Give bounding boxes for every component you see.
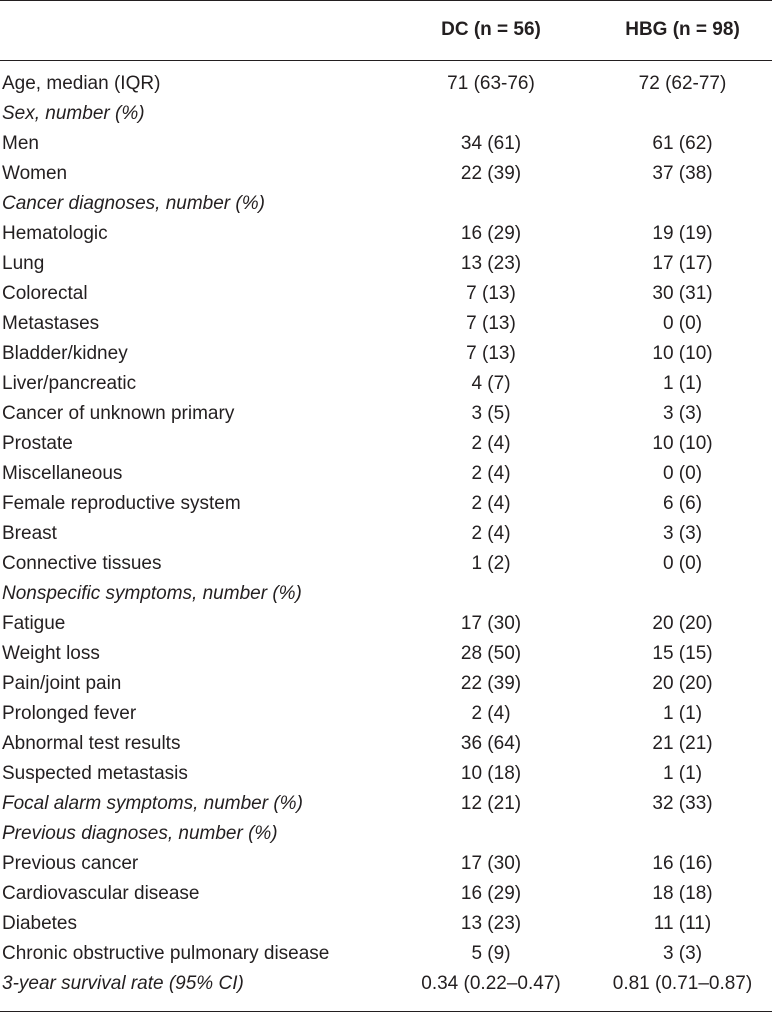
cell-hbg: 3 (3) [662,403,703,424]
cell-dc: 0.34 (0.22–0.47) [421,973,561,994]
cell-hbg: 21 (21) [652,733,713,754]
cell-hbg: 20 (20) [652,673,713,694]
cell-hbg: 3 (3) [662,943,703,964]
cell-dc: 5 (9) [471,943,511,964]
row-label [2,609,65,639]
cell-dc: 7 (13) [466,283,516,304]
cell-hbg: 18 (18) [652,883,713,904]
cell-dc: 22 (39) [460,163,522,184]
cell-dc: 36 (64) [460,733,522,754]
row-label [2,249,44,279]
row-label [2,369,136,399]
table-row [0,789,772,819]
table-row [0,279,772,309]
cell-hbg: 10 (10) [652,343,713,364]
table-row [0,669,772,699]
table-row [0,459,772,489]
row-label [2,639,100,669]
row-label-text: Chronic obstructive pulmonary disease [2,943,330,964]
row-label [2,189,265,219]
cell-dc: 2 (4) [471,523,511,544]
table-row [0,429,772,459]
table-row [0,129,772,159]
header-dc: DC (n = 56) [441,19,541,40]
cell-hbg: 30 (31) [652,283,713,304]
row-label [2,579,302,609]
cell-dc: 2 (4) [471,703,511,724]
table-row [0,519,772,549]
row-label [2,849,138,879]
row-label [2,459,122,489]
table-row [0,399,772,429]
row-label-text: Nonspecific symptoms, number (%) [2,583,302,604]
cell-dc: 71 (63-76) [447,73,535,94]
row-label-text: Prostate [2,433,73,454]
table-row [0,909,772,939]
table-row [0,939,772,969]
cell-hbg: 1 (1) [662,703,703,724]
row-label-suffix: , number (%) [155,193,265,214]
cell-hbg: 61 (62) [652,133,713,154]
cell-dc: 12 (21) [460,793,522,814]
row-label [2,879,200,909]
row-label-text: Age, median (IQR) [2,73,161,94]
cell-hbg: 17 (17) [652,253,713,274]
cell-hbg: 0 (0) [662,313,703,334]
row-label-text: 3-year survival rate (95% CI) [2,973,244,994]
table-row [0,699,772,729]
cell-dc: 22 (39) [460,673,522,694]
cell-dc: 16 (29) [460,223,522,244]
row-label-text: Miscellaneous [2,463,123,484]
cell-dc: 16 (29) [460,883,522,904]
table-row [0,69,772,99]
row-label [2,279,88,309]
row-label-text: Hematologic [2,223,108,244]
row-label [2,339,128,369]
row-label-text: Bladder/kidney [2,343,128,364]
table-row [0,609,772,639]
row-label [2,429,73,459]
row-label-text: Men [2,133,39,154]
top-rule [0,0,772,1]
table-header [0,14,772,46]
table-row [0,729,772,759]
cell-hbg: 19 (19) [652,223,713,244]
row-label [2,729,180,759]
cell-dc: 1 (2) [471,553,511,574]
row-label-text: Metastases [2,313,100,334]
cell-dc: 2 (4) [471,433,511,454]
row-label [2,669,121,699]
table-row [0,99,772,129]
cell-hbg: 1 (1) [662,373,703,394]
table-row [0,159,772,189]
row-label-text: Prolonged fever [2,703,137,724]
table-row [0,219,772,249]
cell-hbg: 6 (6) [662,493,703,514]
row-label-text: Connective tissues [2,553,162,574]
table-row [0,309,772,339]
cell-dc: 13 (23) [460,253,522,274]
row-label-text: Fatigue [2,613,66,634]
cell-dc: 28 (50) [460,643,522,664]
row-label [2,99,145,129]
table-row [0,369,772,399]
cell-hbg: 10 (10) [652,433,713,454]
cell-dc: 2 (4) [471,463,511,484]
table-row [0,879,772,909]
cell-hbg: 37 (38) [652,163,713,184]
table-row [0,549,772,579]
row-label-text: Previous cancer [2,853,139,874]
cell-hbg: 15 (15) [652,643,713,664]
cell-dc: 17 (30) [460,613,522,634]
row-label-text: Cancer diagnoses [2,193,156,214]
table-row [0,189,772,219]
header-rule [0,60,772,61]
row-label-text: Pain/joint pain [2,673,122,694]
row-label-text: Weight loss [2,643,100,664]
cell-dc: 17 (30) [460,853,522,874]
table-row [0,339,772,369]
row-label-text: Liver/pancreatic [2,373,137,394]
cell-hbg: 32 (33) [652,793,713,814]
row-label [2,129,39,159]
row-label [2,909,77,939]
cell-hbg: 16 (16) [652,853,713,874]
row-label [2,309,99,339]
header-hbg: HBG (n = 98) [625,19,740,40]
row-label-text: Lung [2,253,45,274]
row-label-text: Previous diagnoses, number (%) [2,823,278,844]
cell-dc: 4 (7) [471,373,511,394]
row-label [2,489,241,519]
row-label [2,699,136,729]
row-label [2,519,57,549]
row-label [2,969,244,999]
row-label [2,789,303,819]
table-row [0,969,772,999]
row-label-text: Colorectal [2,283,88,304]
row-label [2,69,160,99]
cell-hbg: 0 (0) [662,553,703,574]
row-label [2,549,161,579]
row-label-text: Focal alarm symptoms, number (%) [2,793,303,814]
row-label-text: Breast [2,523,57,544]
table-row [0,489,772,519]
row-label-text: Sex, number (%) [2,103,145,124]
cell-hbg: 1 (1) [662,763,703,784]
table-row [0,849,772,879]
row-label-text: Cancer of unknown primary [2,403,235,424]
row-label-text: Diabetes [2,913,77,934]
row-label-text: Abnormal test results [2,733,181,754]
cell-dc: 34 (61) [460,133,522,154]
cell-hbg: 0 (0) [662,463,703,484]
cell-dc: 7 (13) [466,313,516,334]
row-label [2,759,188,789]
row-label [2,939,329,969]
row-label [2,159,67,189]
row-label-text: Female reproductive system [2,493,241,514]
table-row [0,639,772,669]
row-label [2,399,234,429]
cell-hbg: 0.81 (0.71–0.87) [612,973,753,994]
cell-hbg: 3 (3) [662,523,703,544]
cell-hbg: 72 (62-77) [638,73,727,94]
cell-dc: 2 (4) [471,493,511,514]
cell-hbg: 20 (20) [652,613,713,634]
cell-dc: 7 (13) [466,343,516,364]
row-label-text: Cardiovascular disease [2,883,200,904]
table-row [0,819,772,849]
row-label [2,819,278,849]
table-row [0,759,772,789]
cell-hbg: 11 (11) [653,913,712,934]
row-label [2,219,108,249]
table-row [0,579,772,609]
cell-dc: 3 (5) [471,403,511,424]
table-row [0,249,772,279]
row-label-text: Suspected metastasis [2,763,188,784]
cell-dc: 13 (23) [460,913,522,934]
row-label-text: Women [2,163,68,184]
cell-dc: 10 (18) [460,763,522,784]
